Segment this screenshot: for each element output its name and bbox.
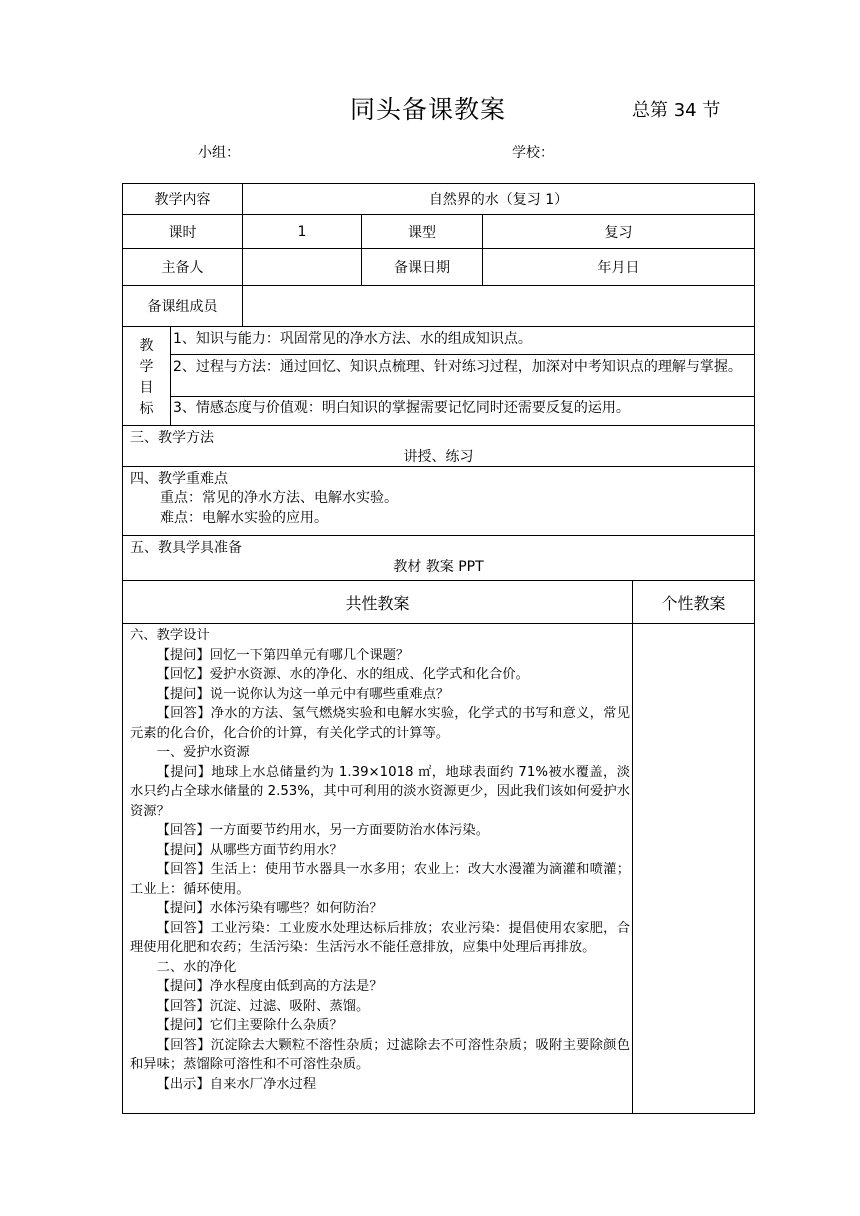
common-plan-header: 共性教案 <box>345 593 410 613</box>
design-line: 【提问】从哪些方面节约用水？ <box>156 842 343 858</box>
date-value: 年月日 <box>597 260 640 276</box>
tools-title: 五、教具学具准备 <box>130 540 242 556</box>
design-line: 【回答】生活上：使用节水器具一水多用；农业上：改大水漫灌为滴灌和喷灌；工业上：循环使用。 <box>130 862 630 897</box>
difficult-point: 难点：电解水实验的应用。 <box>160 510 328 526</box>
design-line: 【回答】净水的方法、氢气燃烧实验和电解水实验，化学式的书写和意义，常见元素的化合价，化合价的计算，有关化学式的计算等。 <box>130 706 630 741</box>
objectives-label: 教 学 目 标 <box>139 338 154 417</box>
keypoints-title: 四、教学重难点 <box>130 471 228 487</box>
objective-knowledge: 1、知识与能力：巩固常见的净水方法、水的组成知识点。 <box>173 331 532 347</box>
school-label: 学校： <box>512 145 554 161</box>
design-line: 【回忆】爱护水资源、水的净化、水的组成、化学式和化合价。 <box>156 667 529 682</box>
type-value: 复习 <box>604 224 633 241</box>
design-line: 【提问】回忆一下第四单元有哪几个课题？ <box>156 647 410 663</box>
teaching-design <box>130 626 630 1094</box>
key-point: 重点：常见的净水方法、电解水实验。 <box>160 490 398 506</box>
type-label: 课型 <box>408 224 436 241</box>
content-label: 教学内容 <box>154 192 211 208</box>
group-label: 小组： <box>198 145 240 161</box>
design-line: 【出示】自来水厂净水过程 <box>156 1076 317 1092</box>
design-line: 【回答】沉淀、过滤、吸附、蒸馏。 <box>156 998 370 1014</box>
design-line: 【提问】地球上水总储量约为 1.39×1018 ㎡，地球表面约 71%被水覆盖，淡水只约占全球水储量的 2.53%，其中可利用的淡水资源更少，因此我们该如何爱护水资源？ <box>130 764 630 819</box>
tools-value: 教材 教案 PPT <box>393 559 484 575</box>
page-title: 同头备课教案 <box>350 95 507 124</box>
section-number: 总第 34 节 <box>632 100 721 121</box>
period-label: 课时 <box>168 224 197 241</box>
design-line: 【提问】它们主要除什么杂质？ <box>156 1018 343 1033</box>
design-line: 【回答】沉淀除去大颗粒不溶性杂质；过滤除去不可溶性杂质；吸附主要除颜色和异味；蒸馏除可溶性和不可溶性杂质。 <box>130 1037 630 1072</box>
members-label: 备课组成员 <box>147 299 218 315</box>
objective-process: 2、过程与方法：通过回忆、知识点梳理、针对练习过程，加深对中考知识点的理解与掌握。 <box>173 359 742 375</box>
design-line: 【回答】一方面要节约用水，另一方面要防治水体污染。 <box>156 823 490 838</box>
design-line: 【提问】水体污染有哪些？如何防治？ <box>156 901 383 916</box>
members-value <box>243 286 754 326</box>
design-subheading: 二、水的净化 <box>156 959 237 975</box>
preparer-value <box>243 249 361 285</box>
period-value: 1 <box>297 223 307 240</box>
content-value: 自然界的水（复习 1） <box>428 192 569 208</box>
objective-attitude: 3、情感态度与价值观：明白知识的掌握需要记忆同时还需要反复的运用。 <box>173 400 630 416</box>
design-line: 【回答】工业污染：工业废水处理达标后排放；农业污染：提倡使用农家肥，合理使用化肥和农药；生活污染：生活污水不能任意排放，应集中处理后再排放。 <box>130 920 630 955</box>
design-title: 六、教学设计 <box>130 628 210 643</box>
design-line: 【提问】说一说你认为这一单元中有哪些重难点？ <box>156 686 450 702</box>
design-line: 【提问】净水程度由低到高的方法是？ <box>156 979 383 994</box>
methods-value: 讲授、练习 <box>403 449 474 465</box>
preparer-label: 主备人 <box>161 260 204 276</box>
design-subheading: 一、爱护水资源 <box>156 745 250 760</box>
date-label: 备课日期 <box>394 260 450 276</box>
personal-plan-header: 个性教案 <box>661 593 726 613</box>
methods-title: 三、教学方法 <box>130 430 214 446</box>
